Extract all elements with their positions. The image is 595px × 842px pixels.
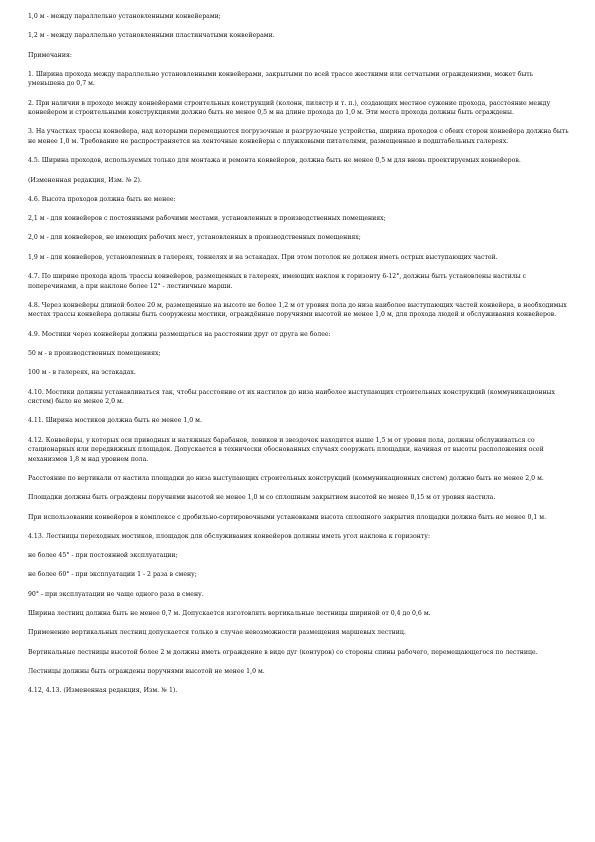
clause-paragraph: 4.9. Мостики через конвейеры должны размещаться на расстоянии друг от друга не более: [28, 330, 331, 338]
text-line: 100 м - в галереях, на эстакадах. [28, 369, 136, 377]
clause-paragraph: 4.11. Ширина мостиков должна быть не менее 1,0 м. [28, 417, 202, 425]
clause-paragraph: 4.13. Лестницы переходных мостиков, площадок для обслуживания конвейеров должны иметь угол наклона к горизонту: [28, 532, 431, 540]
text-line: 50 м - в производственных помещениях; [28, 349, 161, 357]
text-line: 1,0 м - между параллельно установленными конвейерами; [28, 13, 221, 20]
text-line: 1,2 м - между параллельно установленными пластинчатыми конвейерами. [28, 32, 275, 40]
clause-paragraph: 4.6. Высота проходов должна быть не менее: [28, 195, 176, 203]
clause-paragraph: 4.7. По ширине прохода вдоль трассы конвейеров, размещенных в галереях, имеющих наклон к горизонту 6-12°, должны быть установлены настилы с поперечинами, а при наклоне более 12° - лестничные марши. [28, 273, 527, 290]
revision-note: 4.12, 4.13. (Измененная редакция, Изм. № 1). [28, 687, 178, 695]
text-paragraph: Расстояние по вертикали от настила площадки до низа выступающих строительных конструкций (коммуникационных систем) должно быть не менее 2,0 м. [28, 474, 544, 482]
note-paragraph: 3. На участках трассы конвейера, над которыми перемещаются погрузочные и разгрузочные устройства, ширина проходов с обеих сторон конвейера должна быть не менее 1,0 м. Требование не распространяется на ленточные конвейеры с плужковыми питателями, размещенные в подштабельных галереях. [28, 128, 569, 145]
clause-paragraph: 4.12. Конвейеры, у которых оси приводных и натяжных барабанов, ловиков и звездочек находятся выше 1,5 м от уровня пола, должны обслуживаться со стационарных или передвижных площадок. Допускается в технически обоснованных случаях сооружать площадки, начиная от высоты расположения осей механизмов 1,8 м над уровнем пола. [28, 436, 544, 463]
note-paragraph: 1. Ширина прохода между параллельно установленными конвейерами, закрытыми по всей трассе жесткими или сетчатыми ограждениями, может быть уменьшена до 0,7 м. [28, 70, 534, 88]
revision-note: (Измененная редакция, Изм. № 2). [28, 176, 142, 184]
text-line: Лестницы должны быть ограждены поручнями высотой не менее 1,0 м. [28, 667, 265, 675]
text-line: не более 60° - при эксплуатации 1 - 2 раза в смену; [28, 571, 197, 579]
clause-paragraph: 4.5. Ширина проходов, используемых только для монтажа и ремонта конвейеров, должна быть не менее 0,5 м для вновь проектируемых конвейеров. [28, 157, 521, 165]
text-line: 1,9 м - для конвейеров, установленных в галереях, тоннелях и на эстакадах. При этом потолок не должен иметь острых выступающих частей. [28, 253, 498, 261]
text-paragraph: Вертикальные лестницы высотой более 2 м должны иметь ограждение в виде дуг (контуров) со стороны спины рабочего, перемещающегося по лестнице. [28, 648, 538, 656]
text-paragraph: Применение вертикальных лестниц допускается только в случае невозможности размещения маршевых лестниц. [28, 629, 406, 637]
text-paragraph: Площадки должны быть ограждены поручнями высотой не менее 1,0 м со сплошным закрытием высотой не менее 0,15 м от уровня настила. [28, 494, 496, 502]
notes-heading: Примечания: [28, 51, 72, 59]
text-line: 90° - при эксплуатации не чаще одного раза в смену. [28, 590, 204, 598]
text-line: не более 45° - при постоянной эксплуатации; [28, 552, 178, 560]
clause-paragraph: 4.8. Через конвейеры длиной более 20 м, размещенные на высоте не более 1,2 м от уровня пола до низа наиболее выступающих частей конвейера, в необходимых местах трассы конвейера должны быть сооружены мостики, ограждённые поручнями высотой не менее 1,0 м, для прохода людей и обслуживания конвейеров. [28, 301, 567, 319]
note-paragraph: 2. При наличии в проходе между конвейерами строительных конструкций (колонн, пилястр и т. п.), создающих местное сужение прохода, расстояние между конвейером и строительными конструкциями должно быть не менее 0,5 м на длине прохода до 1,0 м. Эти места прохода должны быть ограждены. [28, 99, 551, 117]
text-line: 2,0 м - для конвейеров, не имеющих рабочих мест, установленных в производственных помещениях; [28, 234, 361, 242]
text-line: 2,1 м - для конвейеров с постоянными рабочими местами, установленных в производственных помещениях; [28, 215, 386, 223]
text-paragraph: Ширина лестниц должна быть не менее 0,7 м. Допускается изготовлять вертикальные лестницы шириной от 0,4 до 0,6 м. [28, 610, 431, 618]
text-paragraph: При использовании конвейеров в комплексе с дробильно-сортировочными установками высота сплошного закрытия площадки должна быть не менее 0,1 м. [28, 513, 547, 521]
clause-paragraph: 4.10. Мостики должны устанавливаться так, чтобы расстояние от их настилов до низа наиболее выступающих строительных конструкций (коммуникационных систем) было не менее 2,0 м. [28, 388, 555, 406]
